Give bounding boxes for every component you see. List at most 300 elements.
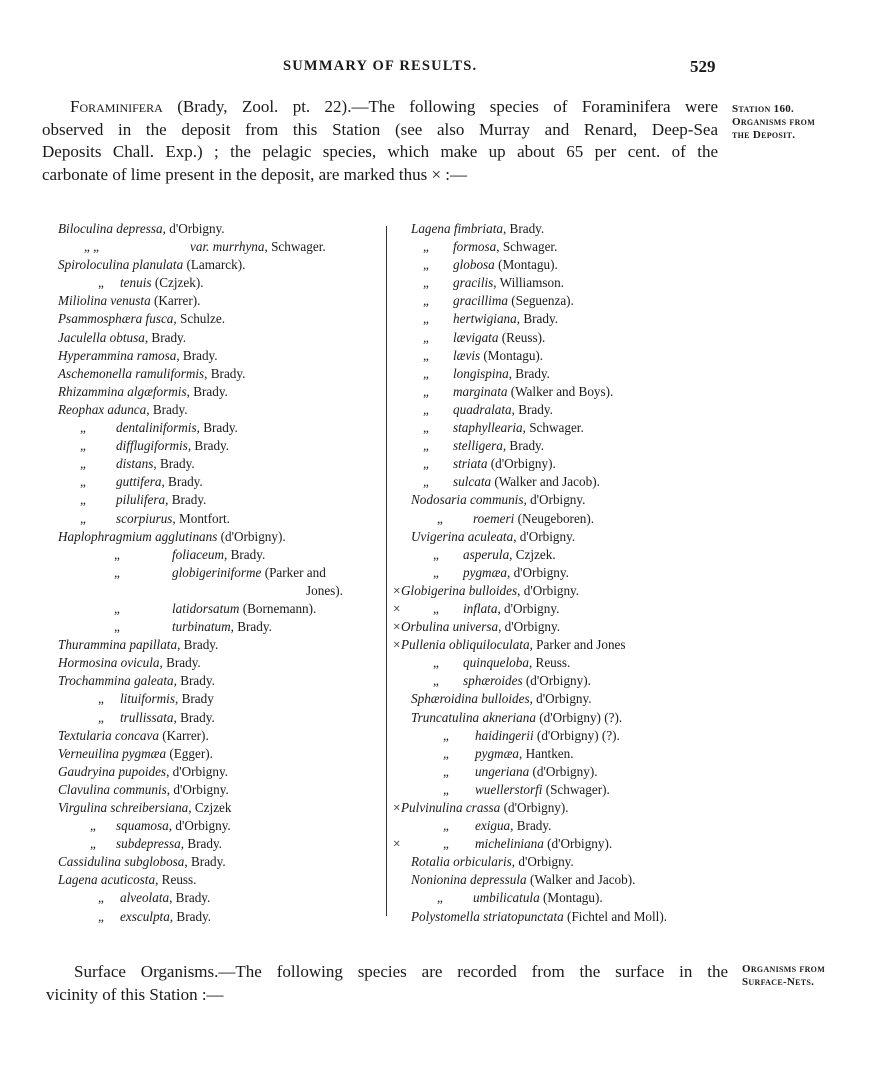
ditto-mark: „ xyxy=(114,564,120,580)
species-text xyxy=(172,618,272,636)
species-authority: , Hantken. xyxy=(518,745,574,761)
species-entry xyxy=(40,618,380,636)
species-text xyxy=(58,292,200,310)
species-name: exigua xyxy=(475,818,511,834)
ditto-mark: „ xyxy=(443,763,449,779)
species-authority: (Walker and Jacob). xyxy=(526,872,636,888)
species-authority: (d'Orbigny). xyxy=(487,456,556,472)
species-entry xyxy=(40,292,380,310)
ditto-mark: „ xyxy=(98,908,104,924)
ditto-mark: „ xyxy=(423,365,429,381)
species-authority: (Montagu). xyxy=(480,347,544,363)
species-entry xyxy=(393,310,733,328)
species-entry xyxy=(40,528,380,546)
pelagic-mark: × xyxy=(393,600,401,616)
species-text xyxy=(453,401,553,419)
species-name: Gaudryina pupoides xyxy=(58,763,167,779)
species-authority: (Montagu). xyxy=(494,257,558,273)
species-entry xyxy=(40,709,380,727)
species-name: Nodosaria communis xyxy=(411,492,524,508)
species-name: globigeriniforme xyxy=(172,564,262,580)
surface-paragraph xyxy=(46,960,728,1006)
species-authority: , Brady. xyxy=(153,456,195,472)
margin-note-station-line-3: the Deposit. xyxy=(732,129,796,141)
species-name: haidingerii xyxy=(475,727,534,743)
ditto-mark: „ xyxy=(423,293,429,309)
species-entry xyxy=(40,799,380,817)
species-entry xyxy=(40,419,380,437)
page-number: 529 xyxy=(690,57,716,76)
species-authority: , Schwager. xyxy=(522,420,584,436)
species-name: asperula xyxy=(463,546,510,562)
species-text xyxy=(120,274,204,292)
species-entry xyxy=(393,528,733,546)
species-authority: , d'Orbigny. xyxy=(506,564,569,580)
ditto-mark: „ xyxy=(423,420,429,436)
species-text xyxy=(172,546,265,564)
species-entry xyxy=(393,455,733,473)
species-authority: , Brady. xyxy=(187,438,230,454)
species-authority: (Reuss). xyxy=(498,329,546,345)
species-text xyxy=(58,672,215,690)
species-text xyxy=(475,781,610,799)
species-entry xyxy=(393,763,733,781)
species-authority: (d'Orbigny). xyxy=(522,673,591,689)
species-authority: , Brady. xyxy=(180,836,222,852)
species-text xyxy=(401,582,579,600)
species-text xyxy=(453,292,574,310)
species-text xyxy=(58,799,232,817)
species-authority: (Fichtel and Moll). xyxy=(563,908,668,924)
ditto-mark: „ xyxy=(433,600,439,616)
species-text xyxy=(58,727,209,745)
species-entry xyxy=(393,908,733,926)
species-text xyxy=(411,908,667,926)
species-entry xyxy=(393,365,733,383)
species-text xyxy=(58,654,201,672)
ditto-mark: „ xyxy=(437,890,443,906)
species-name: squamosa xyxy=(116,818,169,834)
species-authority: , d'Orbigny. xyxy=(517,582,580,598)
ditto-mark: „ xyxy=(443,818,449,834)
species-name: umbilicatula xyxy=(473,890,540,906)
species-text xyxy=(116,835,222,853)
intro-line-1-rest: (Brady, Zool. pt. 22).—The following species of Foraminifera were xyxy=(162,97,718,116)
species-entry xyxy=(393,636,733,654)
species-entry xyxy=(40,871,380,889)
species-text xyxy=(401,618,560,636)
species-entry xyxy=(393,510,733,528)
species-authority: Jones). xyxy=(306,582,343,598)
species-text xyxy=(116,510,230,528)
species-name: marginata xyxy=(453,383,508,399)
species-entry xyxy=(393,473,733,491)
species-entry xyxy=(40,889,380,907)
surface-line-1 xyxy=(46,960,728,983)
species-entry xyxy=(393,582,733,600)
species-text xyxy=(58,347,218,365)
species-entry xyxy=(40,256,380,274)
species-text xyxy=(473,510,594,528)
species-entry xyxy=(393,274,733,292)
species-authority: , Brady. xyxy=(169,890,211,906)
species-entry xyxy=(40,600,380,618)
ditto-mark: „ xyxy=(114,619,120,635)
ditto-mark: „ xyxy=(114,600,120,616)
species-name: Uvigerina aculeata xyxy=(411,528,514,544)
species-entry xyxy=(393,799,733,817)
intro-paragraph xyxy=(42,96,718,186)
species-text xyxy=(463,672,591,690)
species-entry xyxy=(393,491,733,509)
species-name: sphæroides xyxy=(463,673,523,689)
species-entry xyxy=(40,401,380,419)
species-entry xyxy=(393,618,733,636)
species-entry xyxy=(393,889,733,907)
intro-lead: Foraminifera xyxy=(70,97,163,116)
species-text xyxy=(453,383,613,401)
species-authority: , Brady. xyxy=(165,492,207,508)
species-entry xyxy=(40,473,380,491)
species-entry xyxy=(40,853,380,871)
species-entry xyxy=(40,546,380,564)
species-text xyxy=(475,745,574,763)
species-name: Textularia concava xyxy=(58,727,159,743)
species-entry xyxy=(40,365,380,383)
species-authority: , Brady. xyxy=(146,401,188,417)
pelagic-mark: × xyxy=(393,582,401,598)
species-authority: (Karrer). xyxy=(150,293,201,309)
margin-note-surface-line-2: Surface-Nets. xyxy=(742,976,815,988)
species-text xyxy=(120,690,214,708)
species-authority: (Neugeboren). xyxy=(514,510,595,526)
species-text xyxy=(120,889,210,907)
species-authority: , Brady. xyxy=(502,221,545,236)
ditto-mark: „ xyxy=(443,727,449,743)
species-text xyxy=(463,600,559,618)
species-name: Reophax adunca xyxy=(58,401,147,417)
species-name: pilulifera xyxy=(116,492,166,508)
species-authority: , Brady. xyxy=(173,709,215,725)
ditto-mark: „ xyxy=(423,275,429,291)
species-text xyxy=(453,419,584,437)
species-entry xyxy=(393,817,733,835)
species-text xyxy=(58,528,286,546)
species-entry xyxy=(393,781,733,799)
species-text xyxy=(58,781,229,799)
species-name: Nonionina depressula xyxy=(411,872,527,888)
species-text xyxy=(453,455,556,473)
species-name: Virgulina schreibersiana xyxy=(58,800,189,815)
species-entry xyxy=(40,654,380,672)
species-text xyxy=(58,310,225,328)
species-name: var. murrhyna xyxy=(190,239,265,255)
species-authority: (Czjzek). xyxy=(151,275,204,291)
species-name: sulcata xyxy=(453,474,492,490)
species-name: lævigata xyxy=(453,329,499,345)
species-authority: , Brady. xyxy=(173,673,215,689)
species-entry xyxy=(40,491,380,509)
species-authority: , Reuss. xyxy=(155,872,197,888)
ditto-mark: „ xyxy=(423,456,429,472)
species-authority: , Schwager. xyxy=(496,239,558,255)
ditto-mark: „ xyxy=(443,745,449,761)
species-entry xyxy=(40,347,380,365)
ditto-mark: „ xyxy=(80,456,86,472)
species-name: tenuis xyxy=(120,275,152,291)
species-text xyxy=(116,491,206,509)
species-name: hertwigiana xyxy=(453,311,517,327)
species-name: Thurammina papillata xyxy=(58,637,178,653)
species-text xyxy=(453,238,557,256)
species-entry xyxy=(40,636,380,654)
pelagic-mark: × xyxy=(393,836,401,852)
margin-note-station-line-1: Station 160. xyxy=(732,103,795,115)
species-text xyxy=(475,835,612,853)
ditto-mark: „ xyxy=(98,691,104,707)
species-authority: (d'Orbigny). xyxy=(543,836,613,852)
species-entry xyxy=(393,672,733,690)
species-name: Verneuilina pygmæa xyxy=(58,745,167,761)
species-entry xyxy=(40,908,380,926)
species-name: stelligera xyxy=(453,438,503,454)
species-text xyxy=(475,727,620,745)
species-name: gracillima xyxy=(453,293,508,309)
species-name: Miliolina venusta xyxy=(58,293,151,309)
species-authority: , Brady. xyxy=(169,908,212,924)
species-entry xyxy=(40,238,380,256)
species-authority: , d'Orbigny. xyxy=(162,221,225,236)
species-text xyxy=(58,329,186,347)
column-divider xyxy=(386,226,387,916)
species-text xyxy=(120,908,211,926)
species-authority: (Seguenza). xyxy=(507,293,574,309)
ditto-mark: „ xyxy=(423,347,429,363)
species-text xyxy=(411,853,574,871)
ditto-mark: „ xyxy=(98,890,104,906)
species-authority: , Brady. xyxy=(510,818,552,834)
species-text xyxy=(453,329,545,347)
margin-note-station xyxy=(732,103,815,142)
intro-line-4: carbonate of lime present in the deposit, are marked thus × :— xyxy=(42,164,468,184)
species-text xyxy=(401,799,569,817)
species-text xyxy=(411,491,585,509)
species-name: pygmæa xyxy=(475,745,519,761)
surface-line-1-rest: .—The following species are recorded from the surface in the xyxy=(214,962,728,981)
species-text xyxy=(58,365,245,383)
species-authority: (Karrer). xyxy=(158,727,209,743)
species-authority: , Brady. xyxy=(516,311,559,327)
pelagic-mark: × xyxy=(393,637,401,653)
ditto-mark: „ xyxy=(80,474,86,490)
species-name: Aschemonella ramuliformis xyxy=(58,365,205,381)
species-name: Sphæroidina bulloides xyxy=(411,691,530,707)
species-name: Haplophragmium agglutinans xyxy=(58,528,218,544)
species-text xyxy=(453,347,543,365)
species-name: Hormosina ovicula xyxy=(58,655,160,671)
species-name: dentaliniformis xyxy=(116,420,197,436)
intro-line-1 xyxy=(42,96,718,119)
species-text xyxy=(58,871,196,889)
species-authority: , Brady. xyxy=(144,329,187,345)
species-entry xyxy=(40,274,380,292)
ditto-mark: „ xyxy=(423,438,429,454)
species-authority: (d'Orbigny). xyxy=(217,528,286,544)
ditto-mark: „ xyxy=(98,709,104,725)
species-entry xyxy=(393,871,733,889)
species-name: quadralata xyxy=(453,401,512,417)
species-authority: , Brady. xyxy=(204,365,246,381)
species-entry xyxy=(393,654,733,672)
species-authority: , Reuss. xyxy=(528,655,571,671)
species-entry xyxy=(40,582,380,600)
species-name: subdepressa xyxy=(116,836,181,852)
species-entry xyxy=(393,835,733,853)
ditto-mark: „ xyxy=(90,818,96,834)
species-authority: , d'Orbigny. xyxy=(523,492,586,508)
species-entry xyxy=(40,672,380,690)
margin-note-surface-line-1: Organisms from xyxy=(742,963,826,975)
species-name: globosa xyxy=(453,257,495,273)
species-authority: , d'Orbigny. xyxy=(166,781,229,797)
species-entry xyxy=(393,292,733,310)
species-name: alveolata xyxy=(120,890,170,906)
species-authority: , Czjzek. xyxy=(509,546,556,562)
species-text xyxy=(411,871,635,889)
species-authority: , Czjzek xyxy=(188,800,232,815)
species-text xyxy=(463,564,569,582)
species-authority: , Brady. xyxy=(511,401,553,417)
species-name: lituiformis xyxy=(120,691,175,707)
species-authority: , d'Orbigny. xyxy=(513,528,576,544)
species-authority: , Brady. xyxy=(502,438,545,454)
species-authority: (d'Orbigny) (?). xyxy=(533,727,620,743)
species-name: Clavulina communis xyxy=(58,781,167,797)
species-text xyxy=(172,564,326,582)
ditto-mark: „ xyxy=(433,564,439,580)
species-entry xyxy=(40,310,380,328)
species-list-left xyxy=(40,220,380,926)
surface-line-2: vicinity of this Station :— xyxy=(46,985,224,1004)
species-name: trullissata xyxy=(120,709,174,725)
ditto-mark: „ xyxy=(423,383,429,399)
species-name: Pullenia obliquiloculata xyxy=(401,637,530,653)
species-text xyxy=(411,528,575,546)
species-name: Cassidulina subglobosa xyxy=(58,854,185,870)
ditto-mark: „ xyxy=(423,239,429,255)
ditto-mark: „ xyxy=(423,257,429,273)
species-authority: , Brady xyxy=(174,691,214,707)
species-text xyxy=(58,853,226,871)
species-authority: , d'Orbigny. xyxy=(168,818,231,834)
species-text xyxy=(58,745,213,763)
species-entry xyxy=(40,329,380,347)
species-text xyxy=(116,817,231,835)
species-name: Spiroloculina planulata xyxy=(58,257,184,273)
species-name: micheliniana xyxy=(475,836,544,852)
species-authority: (Lamarck). xyxy=(183,257,246,273)
species-authority: , d'Orbigny. xyxy=(529,691,592,707)
species-name: lævis xyxy=(453,347,481,363)
ditto-mark: „ xyxy=(443,781,449,797)
species-text xyxy=(116,455,195,473)
species-list-right xyxy=(393,220,733,926)
species-text xyxy=(306,582,343,600)
species-name: Jaculella obtusa xyxy=(58,329,145,345)
species-entry xyxy=(40,763,380,781)
ditto-mark: „ xyxy=(423,329,429,345)
species-name: latidorsatum xyxy=(172,600,240,616)
species-name: turbinatum xyxy=(172,619,231,635)
species-name: Pulvinulina crassa xyxy=(401,800,501,815)
ditto-mark: „ xyxy=(423,401,429,417)
species-authority: (Bornemann). xyxy=(239,600,317,616)
species-name: striata xyxy=(453,456,488,472)
species-name: ungeriana xyxy=(475,763,530,779)
species-name: scorpiurus xyxy=(116,510,173,526)
species-name: guttifera xyxy=(116,474,162,490)
species-text xyxy=(120,709,215,727)
species-name: Polystomella striatopunctata xyxy=(411,908,564,924)
species-name: pygmæa xyxy=(463,564,507,580)
species-name: wuellerstorfi xyxy=(475,781,543,797)
species-name: Hyperammina ramosa xyxy=(58,347,177,363)
species-authority: , Brady. xyxy=(159,655,201,671)
species-entry xyxy=(393,347,733,365)
pelagic-mark: × xyxy=(393,619,401,635)
species-name: Rotalia orbicularis xyxy=(411,854,512,870)
species-text xyxy=(190,238,326,256)
species-authority: , d'Orbigny. xyxy=(166,763,229,779)
surface-lead: Surface Organisms xyxy=(74,962,215,981)
species-entry xyxy=(393,745,733,763)
species-entry xyxy=(40,690,380,708)
species-name: staphyllearia xyxy=(453,420,523,436)
species-entry xyxy=(40,727,380,745)
ditto-mark: „ xyxy=(423,474,429,490)
species-authority: (d'Orbigny) (?). xyxy=(535,709,623,725)
species-name: difflugiformis xyxy=(116,438,188,454)
species-authority: , Brady. xyxy=(184,854,226,870)
species-entry xyxy=(393,383,733,401)
species-authority: (Montagu). xyxy=(539,890,603,906)
species-name: Truncatulina akneriana xyxy=(411,709,536,725)
species-authority: , Brady. xyxy=(177,637,219,653)
species-entry xyxy=(393,727,733,745)
species-entry xyxy=(40,835,380,853)
species-entry xyxy=(393,238,733,256)
species-name: foliaceum xyxy=(172,546,225,562)
ditto-mark: „ xyxy=(80,438,86,454)
species-entry xyxy=(393,220,733,238)
species-authority: (Walker and Jacob). xyxy=(491,474,600,490)
species-authority: , Williamson. xyxy=(493,275,564,291)
margin-note-station-line-2: Organisms from xyxy=(732,116,816,128)
species-name: gracilis xyxy=(453,275,494,291)
species-entry xyxy=(393,256,733,274)
species-entry xyxy=(393,401,733,419)
species-text xyxy=(58,636,218,654)
species-authority: (Schwager). xyxy=(542,781,610,797)
species-authority: , Brady. xyxy=(230,619,272,635)
species-name: Biloculina depressa xyxy=(58,221,163,236)
ditto-mark: „ xyxy=(443,836,449,852)
species-entry xyxy=(393,419,733,437)
species-text xyxy=(475,817,551,835)
species-text xyxy=(58,383,228,401)
species-text xyxy=(116,419,238,437)
species-text xyxy=(463,654,570,672)
